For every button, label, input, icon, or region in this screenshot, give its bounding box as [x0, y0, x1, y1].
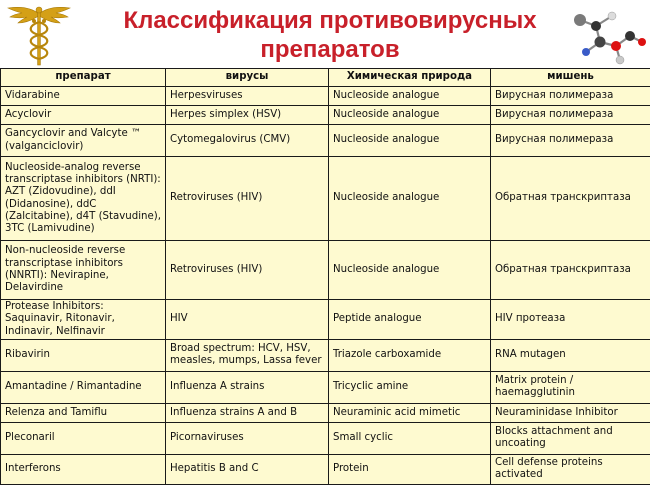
cell-chemical-nature: Nucleoside analogue	[329, 106, 491, 125]
cell-chemical-nature: Triazole carboxamide	[329, 339, 491, 371]
cell-target: Blocks attachment and uncoating	[491, 422, 650, 454]
cell-chemical-nature: Nucleoside analogue	[329, 157, 491, 241]
cell-viruses: Influenza strains A and B	[166, 403, 329, 422]
cell-target: Вирусная полимераза	[491, 106, 650, 125]
cell-viruses: Retroviruses (HIV)	[166, 241, 329, 300]
caduceus-icon	[4, 4, 74, 66]
table-row	[1, 454, 650, 484]
cell-target: Вирусная полимераза	[491, 125, 650, 157]
cell-viruses: HIV	[166, 300, 329, 340]
table-row	[1, 371, 650, 403]
cell-drug: Ribavirin	[1, 339, 166, 371]
table-header-row	[1, 69, 650, 87]
cell-drug: Relenza and Tamiflu	[1, 403, 166, 422]
table-row	[1, 241, 650, 300]
cell-viruses: Broad spectrum: HCV, HSV, measles, mumps, Lassa fever	[166, 339, 329, 371]
table-row	[1, 422, 650, 454]
cell-chemical-nature: Peptide analogue	[329, 300, 491, 340]
cell-chemical-nature: Nucleoside analogue	[329, 87, 491, 106]
cell-viruses: Herpes simplex (HSV)	[166, 106, 329, 125]
table-row	[1, 403, 650, 422]
cell-target: RNA mutagen	[491, 339, 650, 371]
cell-target: HIV протеаза	[491, 300, 650, 340]
cell-viruses: Picornaviruses	[166, 422, 329, 454]
cell-chemical-nature: Tricyclic amine	[329, 371, 491, 403]
cell-chemical-nature: Small cyclic	[329, 422, 491, 454]
title-line-2: препаратов	[260, 36, 400, 63]
page-title	[90, 6, 570, 64]
cell-chemical-nature: Nucleoside analogue	[329, 241, 491, 300]
column-header-chemical-nature: Химическая природа	[329, 69, 491, 87]
table-row	[1, 125, 650, 157]
title-line-1: Классификация противовирусных	[123, 7, 537, 34]
cell-viruses: Hepatitis B and C	[166, 454, 329, 484]
antiviral-classification-table	[0, 68, 650, 485]
cell-drug: Interferons	[1, 454, 166, 484]
cell-drug: Gancyclovir and Valcyte ™ (valganciclovir)	[1, 125, 166, 157]
cell-target: Обратная транскриптаза	[491, 241, 650, 300]
cell-chemical-nature: Nucleoside analogue	[329, 125, 491, 157]
cell-drug: Acyclovir	[1, 106, 166, 125]
cell-chemical-nature: Neuraminic acid mimetic	[329, 403, 491, 422]
table-row	[1, 339, 650, 371]
cell-target: Вирусная полимераза	[491, 87, 650, 106]
column-header-viruses: вирусы	[166, 69, 329, 87]
cell-target: Matrix protein / haemagglutinin	[491, 371, 650, 403]
cell-viruses: Herpesviruses	[166, 87, 329, 106]
cell-viruses: Cytomegalovirus (CMV)	[166, 125, 329, 157]
molecule-icon	[560, 6, 650, 68]
column-header-drug: препарат	[1, 69, 166, 87]
cell-viruses: Influenza A strains	[166, 371, 329, 403]
cell-chemical-nature: Protein	[329, 454, 491, 484]
table-row	[1, 106, 650, 125]
cell-target: Cell defense proteins activated	[491, 454, 650, 484]
cell-drug: Amantadine / Rimantadine	[1, 371, 166, 403]
cell-drug: Pleconaril	[1, 422, 166, 454]
table-row	[1, 300, 650, 340]
table-row	[1, 157, 650, 241]
column-header-target: мишень	[491, 69, 650, 87]
cell-target: Обратная транскриптаза	[491, 157, 650, 241]
cell-drug: Nucleoside-analog reverse transcriptase inhibitors (NRTI): AZT (Zidovudine), ddI (Didanosine), ddC (Zalcitabine), d4T (Stavudine), 3TC (Lamivudine)	[1, 157, 166, 241]
cell-target: Neuraminidase Inhibitor	[491, 403, 650, 422]
cell-drug: Protease Inhibitors: Saquinavir, Ritonavir, Indinavir, Nelfinavir	[1, 300, 166, 340]
cell-drug: Vidarabine	[1, 87, 166, 106]
cell-viruses: Retroviruses (HIV)	[166, 157, 329, 241]
table-row	[1, 87, 650, 106]
cell-drug: Non-nucleoside reverse transcriptase inhibitors (NNRTI): Nevirapine, Delavirdine	[1, 241, 166, 300]
